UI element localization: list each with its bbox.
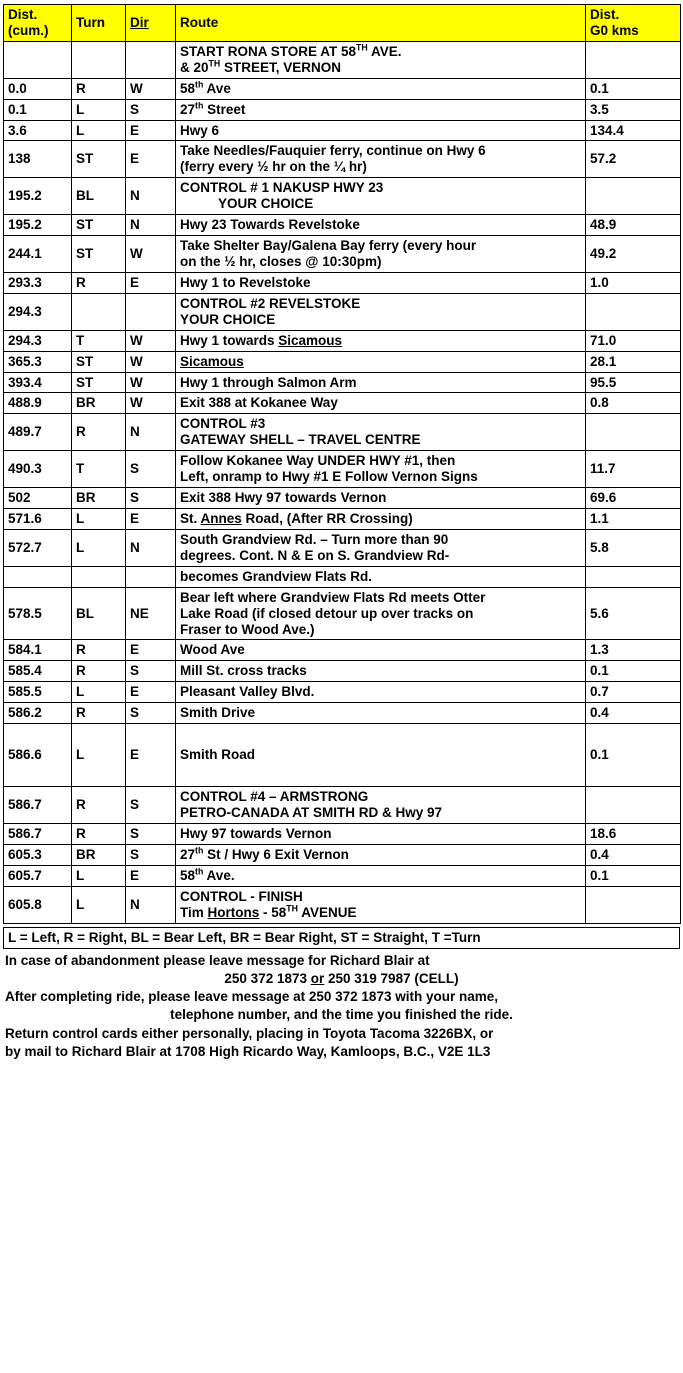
cell-dir: N [126,215,176,236]
cell-route: Hwy 23 Towards Revelstoke [176,215,586,236]
cell-dir: W [126,393,176,414]
cell-route: Hwy 6 [176,120,586,141]
table-row [4,787,681,824]
cell-dist-go: 1.0 [586,272,681,293]
cell-dist-cum: 294.3 [4,330,72,351]
note-phone-or: or [310,970,325,986]
cell-dist-cum: 584.1 [4,640,72,661]
cell-dist-cum: 605.8 [4,886,72,923]
note-phone-a: 250 372 1873 [224,970,311,986]
cell-turn: L [72,120,126,141]
cell-turn: L [72,99,126,120]
cell-dist-cum: 578.5 [4,587,72,640]
cell-route: South Grandview Rd. – Turn more than 90 degrees. Cont. N & E on S. Grandview Rd- [176,529,586,566]
note-control-cards-1: Return control cards either personally, placing in Toyota Tacoma 3226BX, or [5,1025,494,1041]
header-row [4,5,681,42]
table-body [4,41,681,923]
cell-dist-cum: 605.3 [4,844,72,865]
cell-dist-go: 5.8 [586,529,681,566]
cell-turn: T [72,330,126,351]
cell-route: Smith Drive [176,703,586,724]
table-row [4,78,681,99]
table-row [4,640,681,661]
cell-turn: BR [72,393,126,414]
cell-dist-cum: 138 [4,141,72,178]
table-row [4,865,681,886]
cell-dist-go [586,566,681,587]
note-abandonment: In case of abandonment please leave message for Richard Blair at [5,952,430,968]
cell-dist-cum: 586.2 [4,703,72,724]
cell-turn: T [72,451,126,488]
go-line1: Dist. [590,7,620,22]
cell-dir: E [126,865,176,886]
table-row [4,141,681,178]
cell-dir: NE [126,587,176,640]
cell-dist-cum [4,41,72,78]
cell-route: 58th Ave. [176,865,586,886]
cell-dist-cum: 0.0 [4,78,72,99]
cell-dist-cum: 244.1 [4,236,72,273]
table-row [4,99,681,120]
cell-dir: E [126,120,176,141]
cell-dist-go: 0.7 [586,682,681,703]
cell-dist-go: 3.5 [586,99,681,120]
cell-route: Hwy 1 through Salmon Arm [176,372,586,393]
column-header-route: Route [176,5,586,42]
cell-turn: R [72,78,126,99]
cell-dist-cum: 572.7 [4,529,72,566]
route-table [3,4,681,924]
table-row [4,272,681,293]
cell-dist-cum: 3.6 [4,120,72,141]
cell-route: 27th St / Hwy 6 Exit Vernon [176,844,586,865]
cell-turn: BL [72,587,126,640]
table-row [4,393,681,414]
cell-turn: ST [72,141,126,178]
note-phone-numbers [5,970,678,988]
cell-route: 58th Ave [176,78,586,99]
cell-dir [126,293,176,330]
cell-turn: R [72,640,126,661]
cell-route: Hwy 1 towards Sicamous [176,330,586,351]
cell-route: Bear left where Grandview Flats Rd meets Otter Lake Road (if closed detour up over tracks on Fraser to Wood Ave.) [176,587,586,640]
cell-turn: ST [72,351,126,372]
cell-dir: S [126,787,176,824]
table-row [4,823,681,844]
cell-turn: R [72,414,126,451]
table-row [4,529,681,566]
cell-dist-cum: 0.1 [4,99,72,120]
cell-dist-cum: 605.7 [4,865,72,886]
cell-dist-cum: 195.2 [4,178,72,215]
cell-route: St. Annes Road, (After RR Crossing) [176,508,586,529]
cell-dist-go [586,178,681,215]
cell-turn: L [72,508,126,529]
table-row [4,566,681,587]
cell-route: Follow Kokanee Way UNDER HWY #1, then Left, onramp to Hwy #1 E Follow Vernon Signs [176,451,586,488]
dir-label: Dir [130,14,149,30]
note-after-ride-2: telephone number, and the time you finished the ride. [170,1007,513,1023]
cell-dist-go: 1.3 [586,640,681,661]
column-header-dir [126,5,176,42]
cell-dir: N [126,529,176,566]
cell-dir: W [126,78,176,99]
cell-dist-go [586,293,681,330]
cell-turn: BR [72,844,126,865]
cell-route: Exit 388 at Kokanee Way [176,393,586,414]
note-control-cards-2: by mail to Richard Blair at 1708 High Ricardo Way, Kamloops, B.C., V2E 1L3 [5,1043,491,1059]
cell-dir: W [126,236,176,273]
go-line2: G0 kms [590,22,639,38]
table-row [4,120,681,141]
table-header [4,5,681,42]
note-after-ride-1: After completing ride, please leave message at 250 372 1873 with your name, [5,989,498,1005]
cell-dist-go: 0.1 [586,724,681,787]
cell-dir: E [126,724,176,787]
cell-dist-cum: 294.3 [4,293,72,330]
cell-dir: S [126,451,176,488]
table-row [4,587,681,640]
cell-dist-go: 1.1 [586,508,681,529]
cell-dir: S [126,703,176,724]
cell-dist-go: 5.6 [586,587,681,640]
cell-route: 27th Street [176,99,586,120]
table-row [4,178,681,215]
dist-cum-line2: (cum.) [8,22,49,38]
cell-turn: BL [72,178,126,215]
cell-turn: ST [72,372,126,393]
cell-route: Sicamous [176,351,586,372]
cell-dir: S [126,99,176,120]
cell-dist-cum: 488.9 [4,393,72,414]
cell-route: Take Needles/Fauquier ferry, continue on Hwy 6 (ferry every ½ hr on the ¼ hr) [176,141,586,178]
legend: L = Left, R = Right, BL = Bear Left, BR = Bear Right, ST = Straight, T =Turn [3,927,680,949]
cell-turn [72,566,126,587]
cell-dist-go: 69.6 [586,488,681,509]
cell-dir: S [126,844,176,865]
table-row [4,661,681,682]
cell-route: CONTROL # 1 NAKUSP HWY 23 YOUR CHOICE [176,178,586,215]
cell-dir: N [126,414,176,451]
cell-dist-go: 57.2 [586,141,681,178]
cell-turn: R [72,661,126,682]
cell-route: Take Shelter Bay/Galena Bay ferry (every hour on the ½ hr, closes @ 10:30pm) [176,236,586,273]
cell-dist-go [586,787,681,824]
cell-turn: L [72,682,126,703]
cell-turn: BR [72,488,126,509]
table-row [4,886,681,923]
cell-route: CONTROL #2 REVELSTOKE YOUR CHOICE [176,293,586,330]
cell-dist-go: 18.6 [586,823,681,844]
cell-route: CONTROL - FINISH Tim Hortons - 58TH AVENUE [176,886,586,923]
table-row [4,330,681,351]
cell-turn: L [72,529,126,566]
cell-dir: W [126,372,176,393]
cell-dir: N [126,886,176,923]
table-row [4,351,681,372]
cell-turn [72,293,126,330]
column-header-turn: Turn [72,5,126,42]
cell-dist-go: 71.0 [586,330,681,351]
cell-dist-go: 49.2 [586,236,681,273]
table-row [4,844,681,865]
cell-route: Exit 388 Hwy 97 towards Vernon [176,488,586,509]
column-header-dist-cum [4,5,72,42]
cell-dist-cum: 502 [4,488,72,509]
cell-dist-go: 0.1 [586,661,681,682]
table-row [4,488,681,509]
cell-dist-go: 48.9 [586,215,681,236]
column-header-go [586,5,681,42]
cell-dist-cum: 393.4 [4,372,72,393]
cell-dist-go: 0.8 [586,393,681,414]
cell-route: Mill St. cross tracks [176,661,586,682]
table-row [4,414,681,451]
cell-dist-go: 0.4 [586,844,681,865]
cell-dist-cum: 293.3 [4,272,72,293]
cell-route: CONTROL #4 – ARMSTRONG PETRO-CANADA AT SMITH RD & Hwy 97 [176,787,586,824]
cell-route: Pleasant Valley Blvd. [176,682,586,703]
cell-route: START RONA STORE AT 58TH AVE. & 20TH STREET, VERNON [176,41,586,78]
cell-dir: E [126,640,176,661]
cell-dist-go [586,414,681,451]
notes-block [3,949,680,1061]
cell-dist-go [586,41,681,78]
cell-dist-go: 0.4 [586,703,681,724]
cell-dir: E [126,141,176,178]
cell-dist-go: 0.1 [586,865,681,886]
cell-dist-cum: 195.2 [4,215,72,236]
cell-dir: N [126,178,176,215]
cell-dist-cum: 489.7 [4,414,72,451]
cell-dist-go: 28.1 [586,351,681,372]
cell-dist-go: 11.7 [586,451,681,488]
cell-dist-cum: 365.3 [4,351,72,372]
cell-turn: L [72,886,126,923]
cell-dist-go: 134.4 [586,120,681,141]
cell-dir [126,41,176,78]
cell-dist-cum: 571.6 [4,508,72,529]
cell-dir: E [126,272,176,293]
table-row [4,41,681,78]
cell-turn [72,41,126,78]
cell-turn: R [72,787,126,824]
cell-dir: W [126,351,176,372]
table-row [4,703,681,724]
cell-dist-cum: 586.6 [4,724,72,787]
table-row [4,293,681,330]
table-row [4,372,681,393]
cell-route: becomes Grandview Flats Rd. [176,566,586,587]
note-phone-b: 250 319 7987 (CELL) [324,970,459,986]
cell-turn: L [72,724,126,787]
cell-dist-go: 95.5 [586,372,681,393]
table-row [4,451,681,488]
table-row [4,236,681,273]
cell-dir: E [126,508,176,529]
cell-dist-go [586,886,681,923]
cell-dist-cum [4,566,72,587]
table-row [4,682,681,703]
cell-dist-cum: 585.4 [4,661,72,682]
cell-turn: R [72,703,126,724]
cell-dir: S [126,488,176,509]
cell-dist-cum: 490.3 [4,451,72,488]
cell-route: Hwy 97 towards Vernon [176,823,586,844]
cell-dir: S [126,661,176,682]
cell-route: CONTROL #3 GATEWAY SHELL – TRAVEL CENTRE [176,414,586,451]
cell-route: Smith Road [176,724,586,787]
table-row [4,215,681,236]
cell-dist-go: 0.1 [586,78,681,99]
cell-turn: ST [72,215,126,236]
cell-dist-cum: 586.7 [4,823,72,844]
cell-turn: R [72,272,126,293]
cell-turn: ST [72,236,126,273]
cell-turn: L [72,865,126,886]
table-row [4,724,681,787]
cell-dist-cum: 586.7 [4,787,72,824]
cell-turn: R [72,823,126,844]
cell-route: Hwy 1 to Revelstoke [176,272,586,293]
cell-route: Wood Ave [176,640,586,661]
table-row [4,508,681,529]
cell-dir: W [126,330,176,351]
cell-dir [126,566,176,587]
cell-dir: E [126,682,176,703]
cell-dist-cum: 585.5 [4,682,72,703]
cell-dir: S [126,823,176,844]
dist-cum-line1: Dist. [8,7,38,22]
